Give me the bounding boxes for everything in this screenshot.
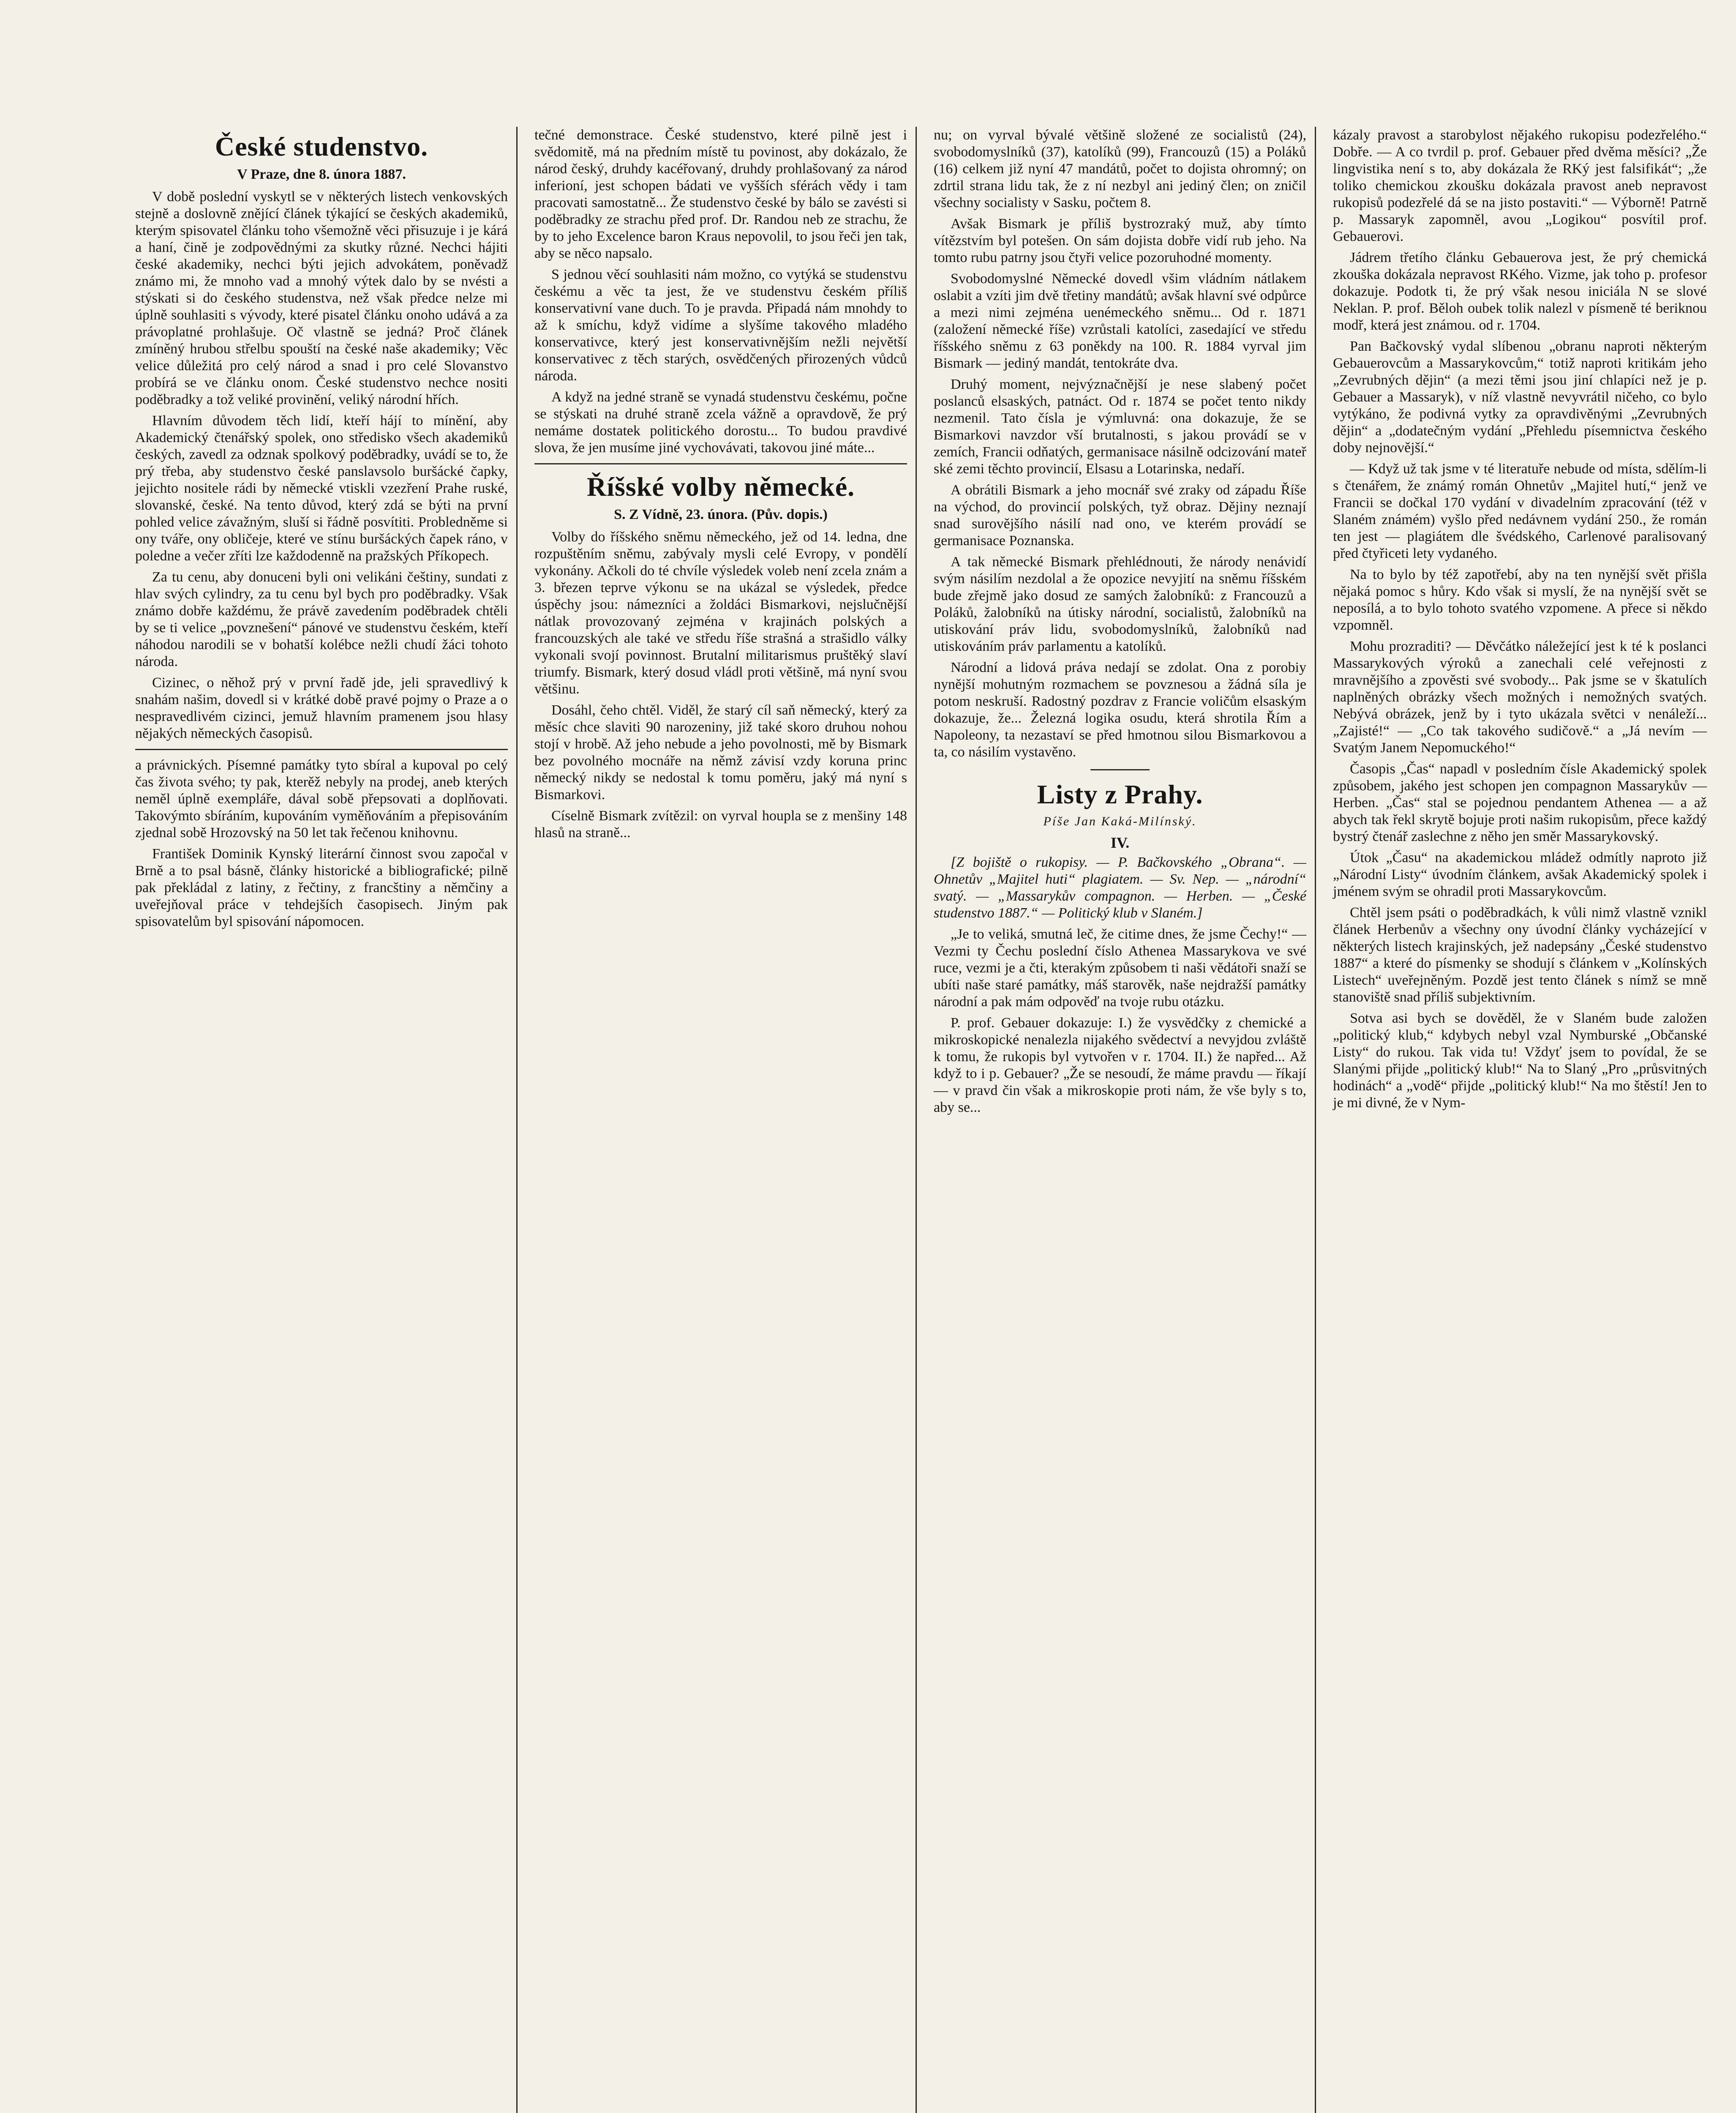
paragraph: Na to bylo by též zapotřebí, aby na ten nynější svět přišla nějaká pomoc s hůry. Kdo však si myslí, že na nynější svět se neposílá, a to bylo tohoto svatého vzpomene. A přece si někdo vzpomněl. bbox=[1333, 567, 1707, 633]
paragraph: Volby do říšského sněmu německého, jež od 14. ledna, dne rozpuštěním sněmu, zabývaly mysli celé Evropy, v pondělí vykonány. Ačkoli do té chvíle výsledek voleb není zcela znám a 3. březen teprve výkonu se na ukázal se výsledek, předce úspěchy jsou: námezníci a žoldáci Bismarkovi, nejslučnější nátlak provozovaný zejména v krajinách polských a francouzských ale také ve středu říše strašná a strašidlo války vykonali svojí povinnost. Brutalní militarismus pruštěký slaví triumfy. Bismark, který dosud vládl proti většině, má nyní svou většinu. bbox=[534, 529, 907, 697]
paragraph: Za tu cenu, aby donuceni byli oni velikáni češtiny, sundati z hlav svých cylindry, za tu cenu byl bych pro poděbradky. Však známo dobře každému, že právě zavedením poděbradek chtěli by se ti velice „povznešení“ pánové ve studenstvu českém, kteří náhodou narodili se v bohatší kolébce nežli chudí žáci tohoto národa. bbox=[135, 569, 508, 669]
paragraph: S jednou věcí souhlasiti nám možno, co vytýká se studenstvu českému a věc ta jest, že ve studenstvu českém příliš konservativní vane duch. To je pravda. Připadá nám mnohdy to až k smíchu, když vidíme a slyšíme takového mladého konservativce, který jest konservativnějším nežli největší konservativec z těch starých, osvědčených přirozených vůdců národa. bbox=[534, 267, 907, 384]
divider bbox=[135, 749, 508, 750]
paragraph: Dosáhl, čeho chtěl. Viděl, že starý cíl saň německý, který za měsíc chce slaviti 90 narozeniny, již také skoro druhou nohou stojí v hrobě. Až jeho nebude a jeho povolnosti, mě by Bismark bez povolného mocnáře na němž závisí vzdy koruna princ německý nikdy se nedostal k tomu poměru, jaký má nyní s Bismarkovi. bbox=[534, 702, 907, 803]
synopsis: [Z bojiště o rukopisy. — P. Bačkovského „Obrana“. — Ohnetův „Majitel huti“ plagiatem. — Sv. Nep. — „národní“ svatý. — „Massarykův compagnon. — Herben. — „České studenstvo 1887.“ — Politický klub v Slaném.] bbox=[934, 854, 1306, 921]
article-heading-listy-z-prahy: Listy z Prahy. bbox=[1037, 779, 1203, 809]
paragraph: Pan Bačkovský vydal slíbenou „obranu naproti některým Gebauerovcům a Massarykovcům,“ totiž naproti kritikám jeho „Zevrubných dějin“ (a mezi těmi jsou jiní chlapíci než je p. Gebauer a Massaryk), v níž vlastně nevyvrátil ničeho, co bylo vytýkáno, že podivná vytky za opravdivěnými „Zevrubných dějin“ a „dodatečným vydání „Přehledu písemnictva českého doby nejnovější.“ bbox=[1333, 339, 1707, 456]
column-2 bbox=[526, 127, 917, 2113]
paragraph: A když na jedné straně se vynadá studenstvu českému, počne se stýskati na druhé straně zcela vážně a opravdově, že prý nemáme dostatek politického dorostu... To budou pravdivé slova, že jen musíme jiné vychovávati, takovou jiné máte... bbox=[534, 389, 907, 456]
paragraph: V době poslední vyskytl se v některých listech venkovských stejně a doslovně znějící článek týkající se českých akademiků, kterým spisovatel článku toho všemožně věci přisuzuje i je kárá a haní, čině je zodpovědnými za skutky různé. Nechci hájiti české akademiky, nechci býti jejich advokátem, poněvadž známo mi, že mnoho vad a mnohý výtek dalo by se nvésti a stýskati si do českého studenstva, než však předce nelze mi úplně souhlasiti s vývody, které pisatel článku onoho udává a za právoplatné prohlašuje. Oč vlastně se jedná? Proč článek zmíněný hrubou střelbu spouští na české naše akademiky; Věc velice důležitá pro celý národ a snad i pro celé Slovanstvo probírá se ve článku onom. České studenstvo nechce nositi poděbradky a tož veliké provinění, veliký národní hřích. bbox=[135, 189, 508, 407]
paragraph: nu; on vyrval bývalé většině složené ze socialistů (24), svobodomyslníků (37), katolíků (99), Francouzů (15) a Poláků (16) celkem již nyní 47 mandátů, počet to dojista ohromný; on zdrtil strana lidu tak, že z ní nezbyl ani jediný člen; on zničil všechny socialisty v Sasku, počtem 8. bbox=[934, 127, 1306, 210]
section-numeral: IV. bbox=[1110, 834, 1130, 851]
paragraph: kázaly pravost a starobylost nějakého rukopisu podezřelého.“ Dobře. — A co tvrdil p. prof. Gebauer před dvěma měsíci? „Že lingvistika není s to, aby dokázala že RKý jest falsifikát“; „že toliko chemickou zkoušku dokázala pravost aneb nepravost rukopisů podezřelé dá se na jisto postaviti.“ — Výborně! Patrně p. Massaryk zapomněl, avou „Logikou“ posvítil prof. Gebauerovi. bbox=[1333, 127, 1707, 244]
paragraph: A tak německé Bismark přehlédnouti, že národy nenávidí svým násilím nezdolal a že opozice nevyjití na sněmu říšském bude zřejmě jako dosud ze samých žalobníků: z Francouzů a Poláků, žalobníků na útisky národní, socialistů, žalobníků na utiskování práv lidu, svobodomyslníků, žalobníků nad utiskováním práv parlamentu a katolíků. bbox=[934, 554, 1306, 654]
paragraph: „Je to veliká, smutná leč, že citime dnes, že jsme Čechy!“ — Vezmi ty Čechu poslední číslo Athenea Massarykova ve své ruce, vezmi je a čti, kterakým způsobem ti naši vědátoři snaží se ubíti naše staré památky, máš starověk, naše nejdražší památky národní a pak mám odpověď na tvoje rubu otázku. bbox=[934, 926, 1306, 1010]
paragraph: Sotva asi bych se dověděl, že v Slaném bude založen „politický klub,“ kdybych nebyl vzal Nymburské „Občanské Listy“ do rukou. Tak vida tu! Vždyť jsem to povídal, že se Slanými přijde „politický klub!“ Na to Slaný „Pro „průsvitných hodinách“ a „vodě“ přijde „politický klub!“ Na mo štěstí! Jen to je mi divné, že v Nym- bbox=[1333, 1010, 1707, 1111]
paragraph: Národní a lidová práva nedají se zdolat. Ona z porobiy nynější mohutným rozmachem se povznesou a žádná síla je potom neskruší. Radostný pozdrav z Francie voličům elsaským dokazuje, že... Železná logika osudu, která shrotila Řím a Napoleony, ta nezastaví se před hmotnou silou Bismarkovou a ta, co násilím vystavěno. bbox=[934, 660, 1306, 760]
paragraph: Cizinec, o něhož prý v první řadě jde, jeli spravedlivý k snahám našim, dovedl si v krátké době pravé pojmy o Praze a o nespravedlivém cizinci, jemuž hlavním pramenem jsou hlasy nějakých německých časopisů. bbox=[135, 675, 508, 741]
column-4 bbox=[1324, 127, 1715, 2113]
paragraph: A obrátili Bismark a jeho mocnář své zraky od západu Říše na východ, do provincií polských, tyž obraz. Dějiny neznají snad surovějšího násilí nad ono, ve kterém provádí se germanisace Poznanska. bbox=[934, 482, 1306, 549]
dateline: V Praze, dne 8. února 1887. bbox=[237, 167, 406, 182]
paragraph: Hlavním důvodem těch lidí, kteří hájí to mínění, aby Akademický čtenářský spolek, ono středisko všech akademiků českých, zavedl za odznak spolkový poděbradky, uvádí se to, že prý třeba, aby studenstvo české panslavsolo buršácké čapky, jejichto nositele rádi by německé vtiskli vzezření Prahe ruské, slovanské, české. Na tento důvod, který zdá se býti na první pohled velice závažným, sluší si řádně posvítiti. Probledněme si ony tváře, ony obličeje, které ve stínu buršáckých čapek ráno, v poledne a večer zříti lze každodenně na pražských Příkopech. bbox=[135, 413, 508, 564]
paragraph: tečné demonstrace. České studenstvo, které pilně jest i svědomitě, má na předním místě tu povinost, aby dokázalo, že národ český, druhdy kacéřovaný, druhdy prohlašovaný za národ inferioní, jest schopen bádati ve vyšších sférách vědy i tam pracovati samostatně... Že studenstvo české by bálo se zavésti si poděbradky ze strachu před prof. Dr. Randou neb ze strachu, že by to jeho Excelence baron Kraus nepovolil, to jsou řeči jen tak, aby se něco napsalo. bbox=[534, 127, 907, 261]
paragraph: Svobodomyslné Německé dovedl všim vládním nátlakem oslabit a vzíti jim dvě třetiny mandátů; avšak hlavní své odpůrce a mezi nimi zejména uenémeckého sněmu... Od r. 1871 (založení německé říše) vzrůstali katolíci, zasedající ve středu říšského sněmu z 63 poněkdy na 100. R. 1884 vyrval jim Bismark — jediný mandát, tentokráte dva. bbox=[934, 271, 1306, 371]
paragraph: a právnických. Písemné památky tyto sbíral a kupoval po celý čas života svého; ty pak, kterěž nebyly na prodej, aneb kterých neměl úplně exempláře, dával sobě přepsovati a doplňovati. Takovýmto sbíráním, kupováním vyměňováním a přepisováním zjednal sobě Hrozovský na 50 let tak řečenou knihovnu. bbox=[135, 757, 508, 841]
column-3 bbox=[925, 127, 1316, 2113]
newspaper-page bbox=[127, 127, 1724, 2113]
paragraph: Druhý moment, nejvýznačnější je nese slabený počet poslanců elsaských, patnáct. Od r. 1874 se počet tento nikdy nezmenil. Tato čísla je výmluvná: ona dokazuje, že se Bismarkovi navzdor vší brutalnosti, s jakou provádí se v zemích, Francii odňatých, germanisace násilně odcizování mateř ské zemi těchto provincií, Elsasu a Lotarinska, nedaří. bbox=[934, 377, 1306, 477]
paragraph: Jádrem třetího článku Gebauerova jest, že prý chemická zkouška dokázala nepravost RKého. Vizme, jak toho p. profesor dokazuje. Podotk ti, že prý však nesou iniciála N se slové Neklan. P. prof. Běloh oubek tolik nalezl v písmeně té beriknou modř, která jest známou. od r. 1704. bbox=[1333, 250, 1707, 333]
paragraph: Časopis „Čas“ napadl v posledním čísle Akademický spolek způsobem, jakého jest schopen jen compagnon Massarykův — Herben. „Čas“ stal se pojednou pendantem Athenea — a až abych tak řekl skrytě bojuje proti našim rukopisům, přece každý bystrý čtenář zaslechne z něho jen směr Massarykovský. bbox=[1333, 761, 1707, 844]
paragraph: Mohu prozraditi? — Děvčátko náležející jest k té k poslanci Massarykových výroků a zanechali celé veřejnosti z mravnějšího a zpověsti své svobody... Pak jsme se v škatulích naplněných obrázky všech možných i nemožných svatých. Nebývá obrázek, jenž by i tyto ukázala světci v nenáleží... „Zajisté!“ — „Co tak takového sudičově.“ a „Já nevím — Svatým Janem Nepomuckého!“ bbox=[1333, 639, 1707, 756]
dateline: S. Z Vídně, 23. února. (Pův. dopis.) bbox=[614, 507, 828, 522]
article-heading-risske-volby: Říšské volby německé. bbox=[586, 472, 855, 502]
paragraph: — Když už tak jsme v té literatuře nebude od místa, sdělím-li s čtenářem, že známý román Ohnetův „Majitel hutí,“ jenž ve Francii se dočkal 170 vydání v divadelním zpracování (též v Slaném známém) vyšlo před nedávnem vydání 250., že román ten jest — plagiátem dle švédského, Carlenové paralisovaný před čtyřiceti lety vydaného. bbox=[1333, 461, 1707, 561]
divider bbox=[1090, 769, 1150, 770]
paragraph: František Dominik Kynský literární činnost svou započal v Brně a to psal básně, články historické a bibliografické; pilně pak překládal z latiny, z řečtiny, z francštiny a němčiny a uveřejňoval práce v tehdejších časopisech. Jiným pak spisovatelům byl spisování nápomocen. bbox=[135, 846, 508, 929]
column-1 bbox=[127, 127, 518, 2113]
byline: Píše Jan Kaká-Milínský. bbox=[1043, 814, 1197, 828]
paragraph: Útok „Času“ na akademickou mládež odmítly naproto již „Národní Listy“ úvodním článkem, avšak Akademický spolek i jménem svým se ohradil proti Massarykovcům. bbox=[1333, 850, 1707, 899]
article-heading-ceske-studenstvo: České studenstvo. bbox=[215, 131, 428, 161]
paragraph: Císelně Bismark zvítězil: on vyrval houpla se z menšiny 148 hlasů na straně... bbox=[534, 808, 907, 841]
paragraph: P. prof. Gebauer dokazuje: I.) že vysvědčky z chemické a mikroskopické nenalezla nijakého svědectví a nevyjdou zvláště k tomu, že rukopis byl vytvořen v r. 1704. II.) že napřed... Až když to i p. Gebauer? „Že se nesoudí, že máme pravdu — říkají — v pravd čin však a mikroskopie proti nám, že vše byly s to, aby se... bbox=[934, 1015, 1306, 1115]
divider bbox=[534, 463, 907, 464]
paragraph: Avšak Bismark je příliš bystrozraký muž, aby tímto vítězstvím byl potešen. On sám dojista dobře vidí rub jeho. Na tomto rubu patrny jsou čtyři velice pozoruhodné momenty. bbox=[934, 216, 1306, 265]
paragraph: Chtěl jsem psáti o poděbradkách, k vůli nimž vlastně vznikl článek Herbenův a všechny ony úvodní články vycházející v některých listech krajinských, jež nadepsány „České studenstvo 1887“ a které do písmenky se shodují s článkem v „Kolínských Listech“ uveřejněným. Pozdě jest tento článek s nímž se mně stanoviště snad příliš subjektivním. bbox=[1333, 905, 1707, 1005]
